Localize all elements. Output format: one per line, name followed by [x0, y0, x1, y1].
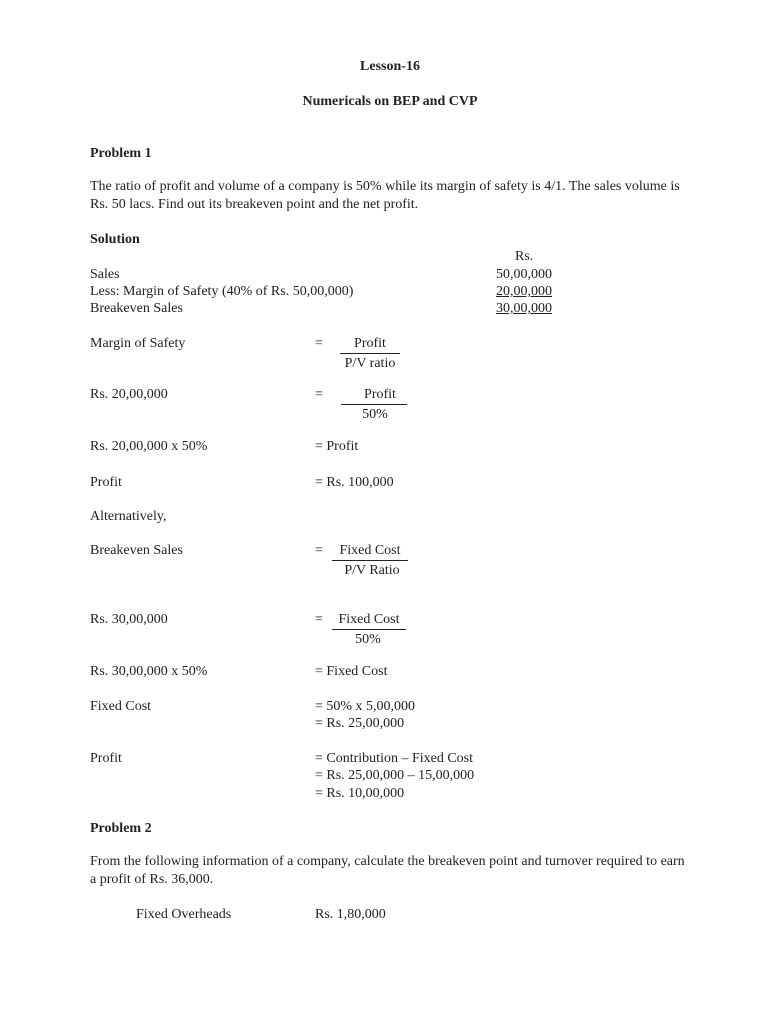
problem2-heading: Problem 2: [90, 821, 152, 836]
fixed-cost-line1: = 50% x 5,00,000: [315, 699, 416, 714]
mos-formula-label: Margin of Safety: [90, 336, 186, 351]
mos-label: Less: Margin of Safety (40% of Rs. 50,00,000): [90, 284, 354, 299]
mos-fraction: [320, 335, 420, 372]
lesson-title: Lesson-16: [360, 59, 420, 74]
rs-2000000-x-50-label: Rs. 20,00,000 x 50%: [90, 439, 208, 454]
bes-fraction: [322, 542, 422, 579]
currency-header: Rs.: [515, 249, 534, 264]
fraction-denominator: P/V ratio: [344, 356, 396, 371]
rs-2000000-label: Rs. 20,00,000: [90, 387, 168, 402]
fraction-denominator: 50%: [355, 632, 381, 647]
equals-sign: =: [315, 336, 323, 351]
rs-3000000-label: Rs. 30,00,000: [90, 612, 168, 627]
fraction-numerator: Profit: [341, 386, 407, 405]
fraction-numerator: Fixed Cost: [332, 542, 408, 561]
bes-value: 30,00,000: [496, 301, 552, 316]
fraction-denominator: P/V Ratio: [344, 563, 400, 578]
profit-result: = Profit: [315, 439, 359, 454]
profit-calc-label: Profit: [90, 751, 122, 766]
equals-sign: =: [315, 543, 323, 558]
fixed-cost-label: Fixed Cost: [90, 699, 152, 714]
profit-value: = Rs. 100,000: [315, 475, 394, 490]
equals-sign: =: [315, 612, 323, 627]
profit-calc-line1: = Contribution – Fixed Cost: [315, 751, 474, 766]
fraction-numerator: Profit: [340, 335, 400, 354]
mos-value: 20,00,000: [496, 284, 552, 299]
problem1-heading: Problem 1: [90, 146, 152, 161]
profit-fraction: [325, 386, 425, 423]
fixed-cost-fraction: [318, 611, 418, 648]
profit-calc-line3: = Rs. 10,00,000: [315, 786, 405, 801]
alternatively-text: Alternatively,: [90, 509, 167, 524]
bes-label: Breakeven Sales: [90, 301, 183, 316]
profit-calc-line2: = Rs. 25,00,000 – 15,00,000: [315, 768, 475, 783]
rs-3000000-x-50-label: Rs. 30,00,000 x 50%: [90, 664, 208, 679]
solution-heading: Solution: [90, 232, 140, 247]
fixed-overheads-label: Fixed Overheads: [136, 907, 232, 922]
fixed-cost-result: = Fixed Cost: [315, 664, 388, 679]
bes-formula-label: Breakeven Sales: [90, 543, 183, 558]
problem2-statement: From the following information of a company, calculate the breakeven point and turnover required to earn a profit of Rs. 36,000.: [90, 854, 685, 887]
sales-label: Sales: [90, 267, 120, 282]
lesson-subtitle: Numericals on BEP and CVP: [302, 94, 478, 109]
fixed-overheads-value: Rs. 1,80,000: [315, 907, 386, 922]
sales-value: 50,00,000: [496, 267, 552, 282]
fraction-numerator: Fixed Cost: [332, 611, 406, 630]
profit-label: Profit: [90, 475, 122, 490]
problem1-statement: The ratio of profit and volume of a company is 50% while its margin of safety is 4/1. The sales volume is Rs. 50 lacs. Find out its breakeven point and the net profit.: [90, 179, 680, 212]
equals-sign: =: [315, 387, 323, 402]
fraction-denominator: 50%: [362, 407, 388, 422]
fixed-cost-line2: = Rs. 25,00,000: [315, 716, 405, 731]
